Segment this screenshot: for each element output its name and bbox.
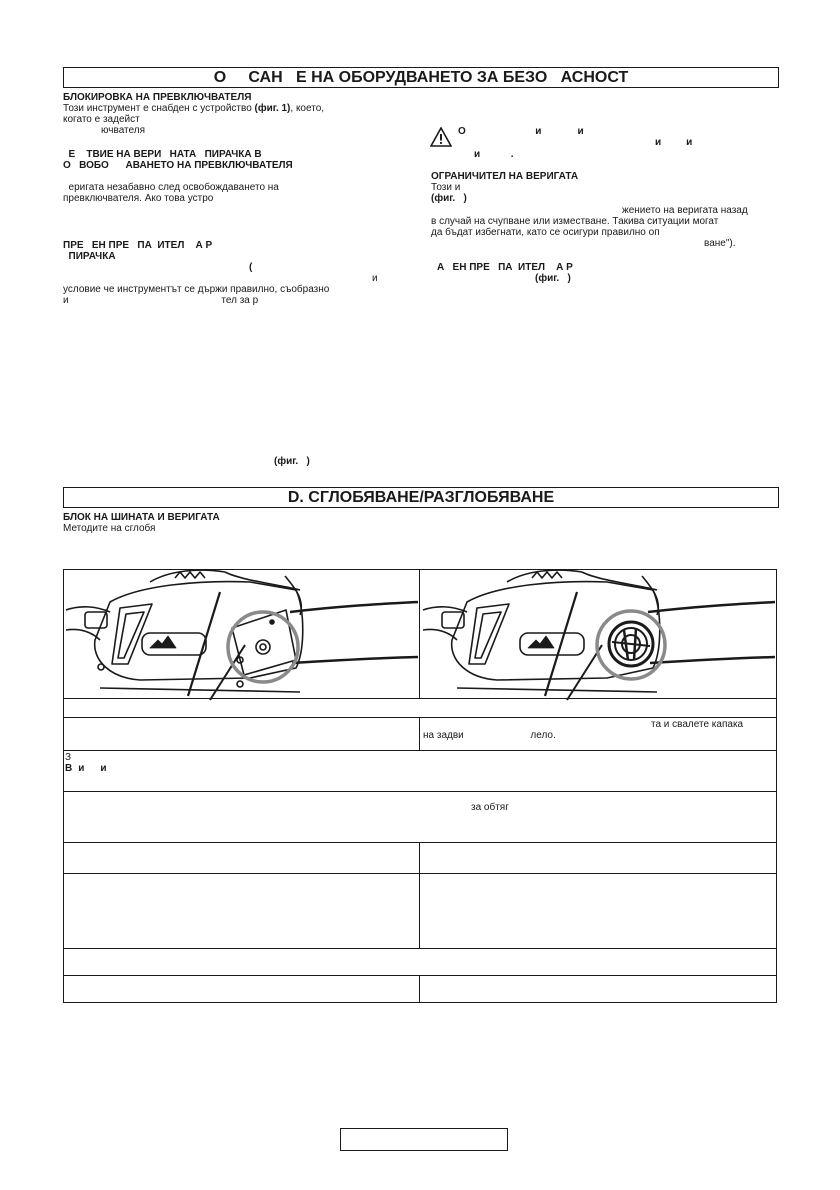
heading-switch-lock: БЛОКИРОВКА НА ПРЕВКЛЮЧВАТЕЛЯ xyxy=(63,92,252,103)
warning-text: и и xyxy=(655,137,693,148)
paragraph-line: ване"). xyxy=(704,238,736,249)
paragraph-line: Този инструмент е снабден с устройство (фиг. 1), което, xyxy=(63,103,325,114)
paragraph-line: в случай на счупване или изместване. Такива ситуации могат xyxy=(431,216,719,227)
heading-front-guard: ПРЕ ЕН ПРЕ ПА ИТЕЛ А Р xyxy=(63,240,213,251)
paragraph-fragment: и xyxy=(372,273,378,284)
heading-chain-brake-action: Е ТВИЕ НА ВЕРИ НАТА ПИРАЧКА В xyxy=(63,149,262,160)
paragraph-line: когато е задейст xyxy=(63,114,140,125)
table-cell-text: В и и xyxy=(65,763,107,774)
paragraph-line: условие че инструментът се държи правилно, съобразно xyxy=(63,284,330,295)
section-title-safety: О САН Е НА ОБОРУДВАНЕТО ЗА БЕЗО АСНОСТ xyxy=(63,67,779,88)
paragraph-fragment: ( xyxy=(249,262,253,273)
table-cell-text: за обтяг xyxy=(471,802,509,813)
paragraph-line: еригата незабавно след освобождаването на xyxy=(63,182,279,193)
table-cell-text: та и свалете капака xyxy=(651,719,744,730)
paragraph-line: жението на веригата назад xyxy=(622,205,748,216)
figure-reference: (фиг. ) xyxy=(431,193,467,204)
page-number-box xyxy=(340,1128,508,1151)
paragraph-line: Този и xyxy=(431,182,461,193)
warning-icon xyxy=(430,127,452,147)
paragraph-line: ючвателя xyxy=(101,125,145,136)
heading-bar-and-chain: БЛОК НА ШИНАТА И ВЕРИГАТА xyxy=(63,512,220,523)
heading-chain-catcher: ОГРАНИЧИТЕЛ НА ВЕРИГАТА xyxy=(431,171,579,182)
section-title-assembly: D. СГЛОБЯВАНЕ/РАЗГЛОБЯВАНЕ xyxy=(63,487,779,508)
warning-text: О и и xyxy=(458,126,584,137)
heading-chain-brake-action: О ВОБО АВАНЕТО НА ПРЕВКЛЮЧВАТЕЛЯ xyxy=(63,160,293,171)
paragraph-line: превключвателя. Ако това устро xyxy=(63,193,214,204)
paragraph-line: Методите на сглобя xyxy=(63,523,156,534)
table-cell-text: З xyxy=(65,752,72,763)
figure-reference: (фиг. ) xyxy=(535,273,571,284)
heading-front-guard: ПИРАЧКА xyxy=(63,251,116,262)
warning-text: и . xyxy=(474,149,514,160)
paragraph-line: и тел за р xyxy=(63,295,259,306)
figure-reference: (фиг. ) xyxy=(274,456,310,467)
heading-rear-guard: А ЕН ПРЕ ПА ИТЕЛ А Р xyxy=(437,262,573,273)
paragraph-line: да бъдат избегнати, като се осигури правилно оп xyxy=(431,227,660,238)
table-cell-text: на задви лело. xyxy=(423,730,556,741)
